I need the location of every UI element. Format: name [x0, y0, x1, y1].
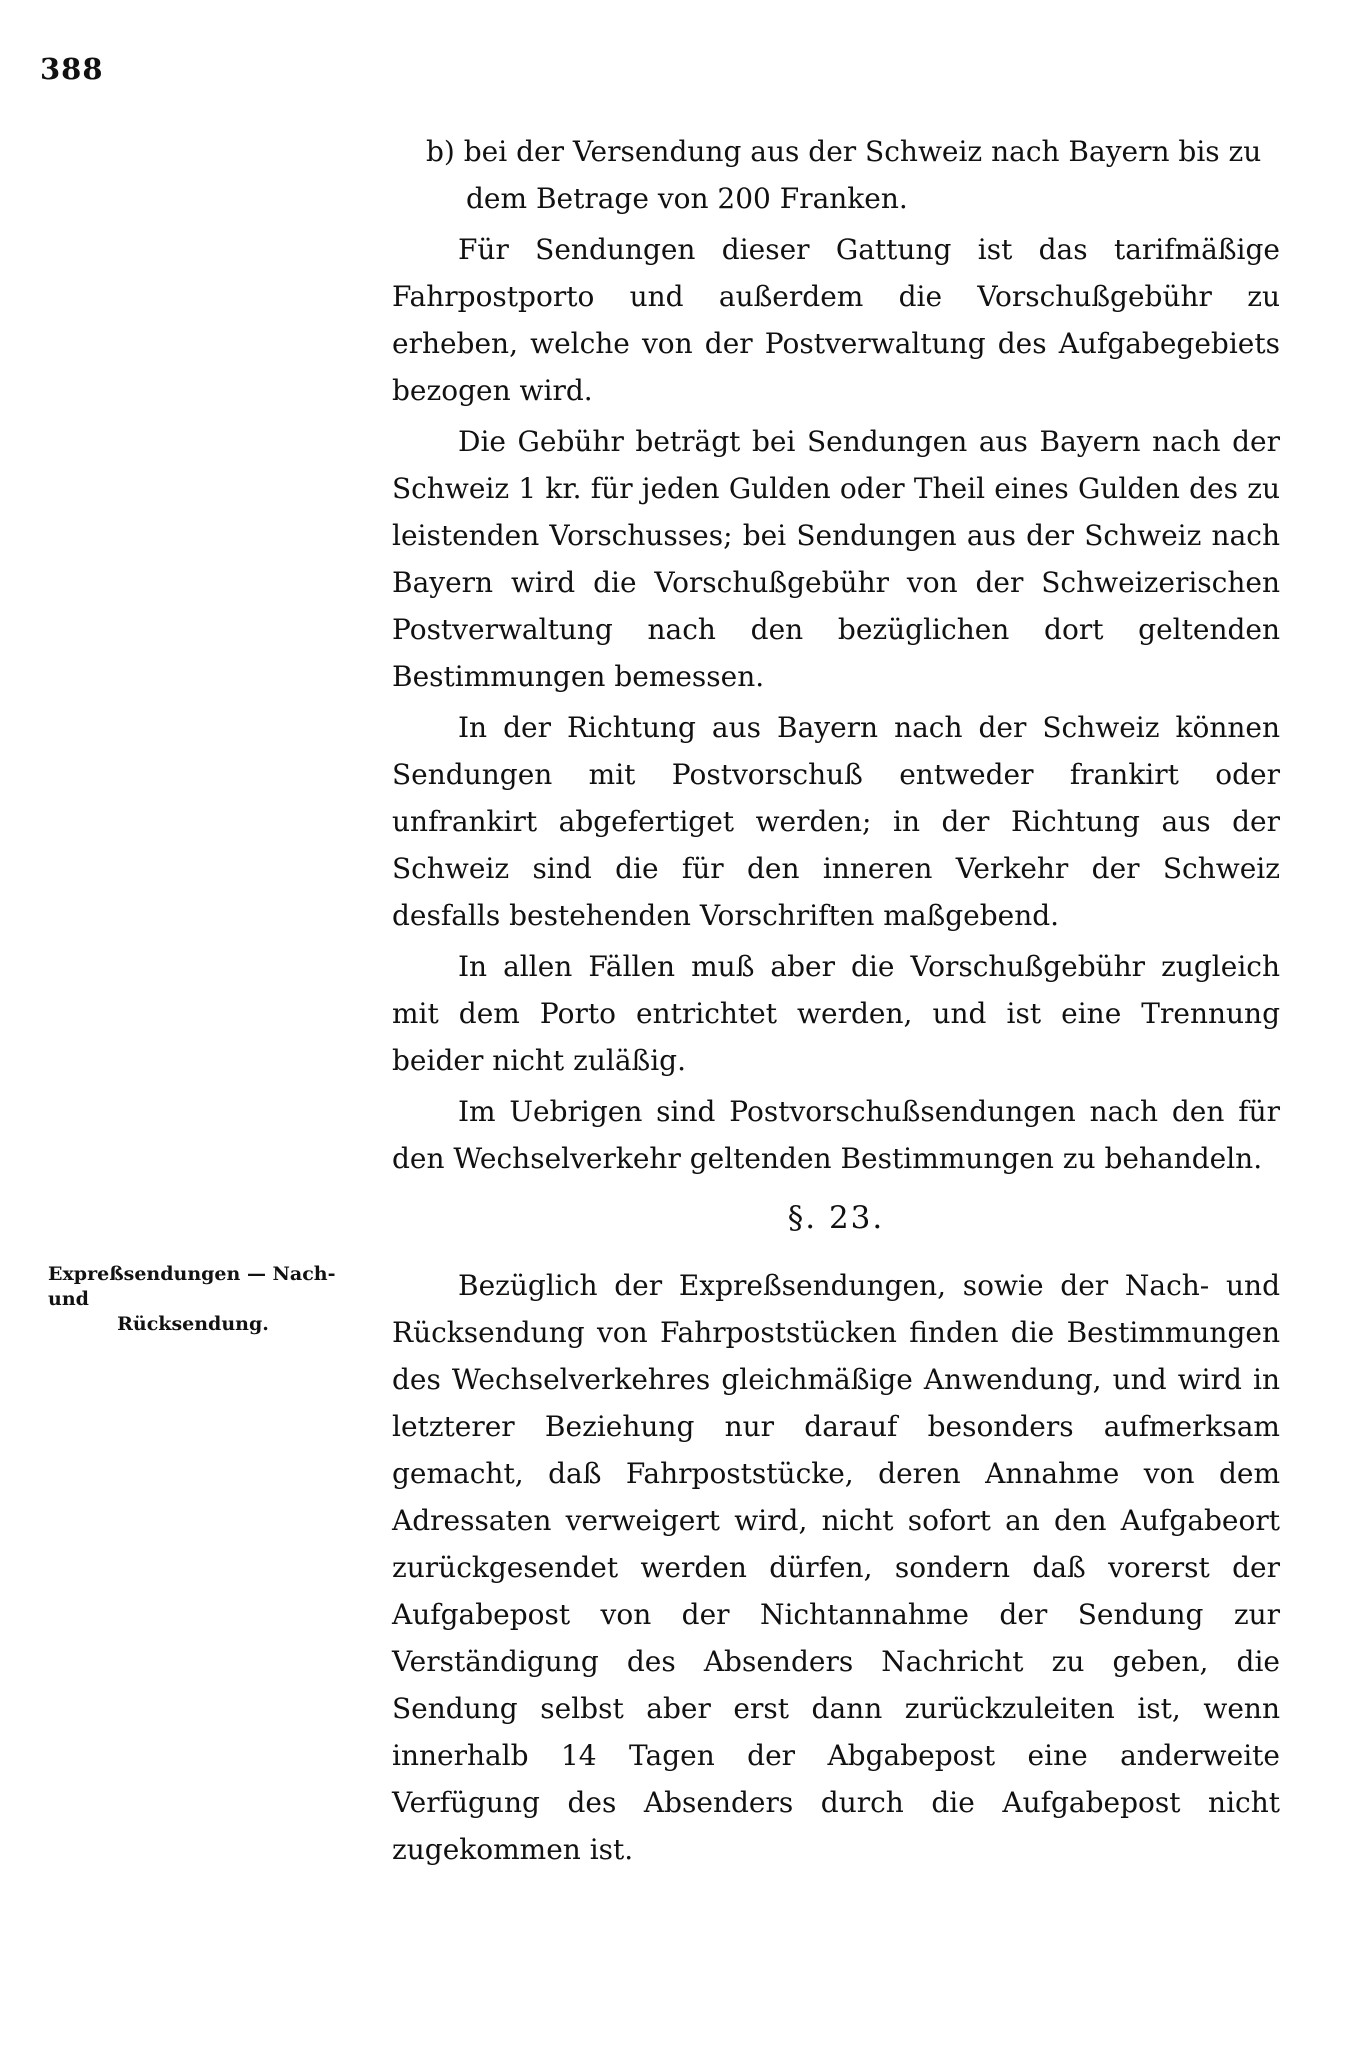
section-text-block [392, 1262, 1280, 1877]
margin-note-line2: Rücksendung. [117, 1313, 269, 1335]
paragraph-payment: In allen Fällen muß aber die Vorschußgebühr zugleich mit dem Porto entrichtet werden, und ist eine Trennung beider nicht zuläßig. [392, 950, 1280, 1077]
margin-note-line1: Expreßsendungen — Nach- und [48, 1263, 336, 1310]
section-heading: §. 23. [787, 1200, 885, 1236]
margin-note [48, 1262, 378, 1337]
page-number: 388 [40, 52, 104, 86]
paragraph-direction: In der Richtung aus Bayern nach der Schweiz können Sendungen mit Postvorschuß entweder frankirt oder unfrankirt abgefertiget werden; in der Richtung aus der Schweiz sind die für den inneren Verkehr der Schweiz desfalls bestehenden Vorschriften maßgebend. [392, 711, 1280, 932]
paragraph-express: Bezüglich der Expreßsendungen, sowie der Nach- und Rücksendung von Fahrpoststücken finden die Bestimmungen des Wechselverkehres gleichmäßige Anwendung, und wird in letzterer Beziehung nur darauf besonders aufmerksam gemacht, daß Fahrpoststücke, deren Annahme von dem Adressaten verweigert wird, nicht sofort an den Aufgabeort zurückgesendet werden dürfen, sondern daß vorerst der Aufgabepost von der Nichtannahme der Sendung zur Verständigung des Absenders Nachricht zu geben, die Sendung selbst aber erst dann zurückzuleiten ist, wenn innerhalb 14 Tagen der Abgabepost eine anderweite Verfügung des Absenders durch die Aufgabepost nicht zugekommen ist. [392, 1269, 1280, 1866]
item-b: b) bei der Versendung aus der Schweiz nach Bayern bis zu dem Betrage von 200 Franken. [426, 135, 1262, 215]
upper-text-block [392, 128, 1280, 1186]
paragraph-fees: Für Sendungen dieser Gattung ist das tarifmäßige Fahrpostporto und außerdem die Vorschußgebühr zu erheben, welche von der Postverwaltung des Aufgabegebiets bezogen wird. [392, 233, 1280, 407]
paragraph-remainder: Im Uebrigen sind Postvorschußsendungen nach den für den Wechselverkehr geltenden Bestimmungen zu behandeln. [392, 1095, 1280, 1175]
paragraph-fee-amount: Die Gebühr beträgt bei Sendungen aus Bayern nach der Schweiz 1 kr. für jeden Gulden oder Theil eines Gulden des zu leistenden Vorschusses; bei Sendungen aus der Schweiz nach Bayern wird die Vorschußgebühr von der Schweizerischen Postverwaltung nach den bezüglichen dort geltenden Bestimmungen bemessen. [392, 425, 1280, 693]
